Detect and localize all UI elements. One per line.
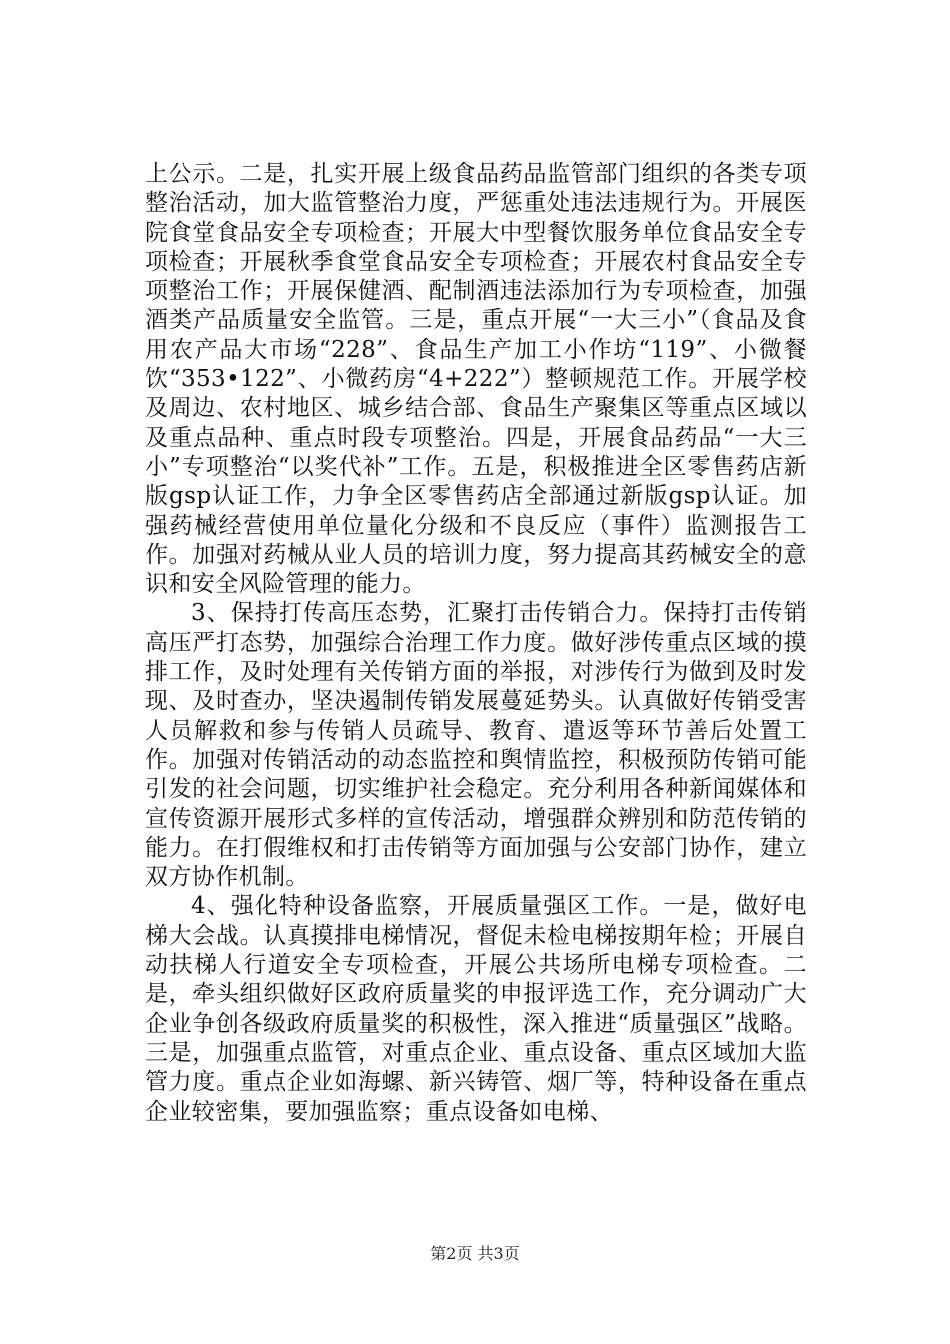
document-body: [145, 160, 807, 1127]
paragraph-special-equipment: 4、强化特种设备监察，开展质量强区工作。一是，做好电梯大会战。认真摸排电梯情况，督促未检电梯按期年检；开展自动扶梯人行道安全专项检查，开展公共场所电梯专项检查。二是，牵头组织做好区政府质量奖的申报评选工作，充分调动广大企业争创各级政府质量奖的积极性，深入推进“质量强区”战略。三是，加强重点监管，对重点企业、重点设备、重点区域加大监管力度。重点企业如海螺、新兴铸管、烟厂等，特种设备在重点企业较密集，要加强监察；重点设备如电梯、: [145, 893, 807, 1125]
paragraph-anti-pyramid-selling: 3、保持打传高压态势，汇聚打击传销合力。保持打击传销高压严打态势，加强综合治理工作力度。做好涉传重点区域的摸排工作，及时处理有关传销方面的举报，对涉传行为做到及时发现、及时查办，坚决遏制传销发展蔓延势头。认真做好传销受害人员解救和参与传销人员疏导、教育、遣返等环节善后处置工作。加强对传销活动的动态监控和舆情监控，积极预防传销可能引发的社会问题，切实维护社会稳定。充分利用各种新闻媒体和宣传资源开展形式多样的宣传活动，增强群众辨别和防范传销的能力。在打假维权和打击传销等方面加强与公安部门协作，建立双方协作机制。: [145, 600, 807, 891]
page-number-footer: 第2页 共3页: [430, 1244, 520, 1263]
paragraph-continued: 上公示。二是，扎实开展上级食品药品监管部门组织的各类专项整治活动，加大监管整治力度，严惩重处违法违规行为。开展医院食堂食品安全专项检查；开展大中型餐饮服务单位食品安全专项检查；开展秋季食堂食品安全专项检查；开展农村食品安全专项整治工作；开展保健酒、配制酒违法添加行为专项检查，加强酒类产品质量安全监管。三是，重点开展“一大三小”（食品及食用农产品大市场“228”、食品生产加工小作坊“119”、小微餐饮“353•122”、小微药房“4+222”）整顿规范工作。开展学校及周边、农村地区、城乡结合部、食品生产聚集区等重点区域以及重点品种、重点时段专项整治。四是，开展食品药品“一大三小”专项整治“以奖代补”工作。五是，积极推进全区零售药店新版gsp认证工作，力争全区零售药店全部通过新版gsp认证。加强药械经营使用单位量化分级和不良反应（事件）监测报告工作。加强对药械从业人员的培训力度，努力提高其药械安全的意识和安全风险管理的能力。: [145, 161, 807, 598]
